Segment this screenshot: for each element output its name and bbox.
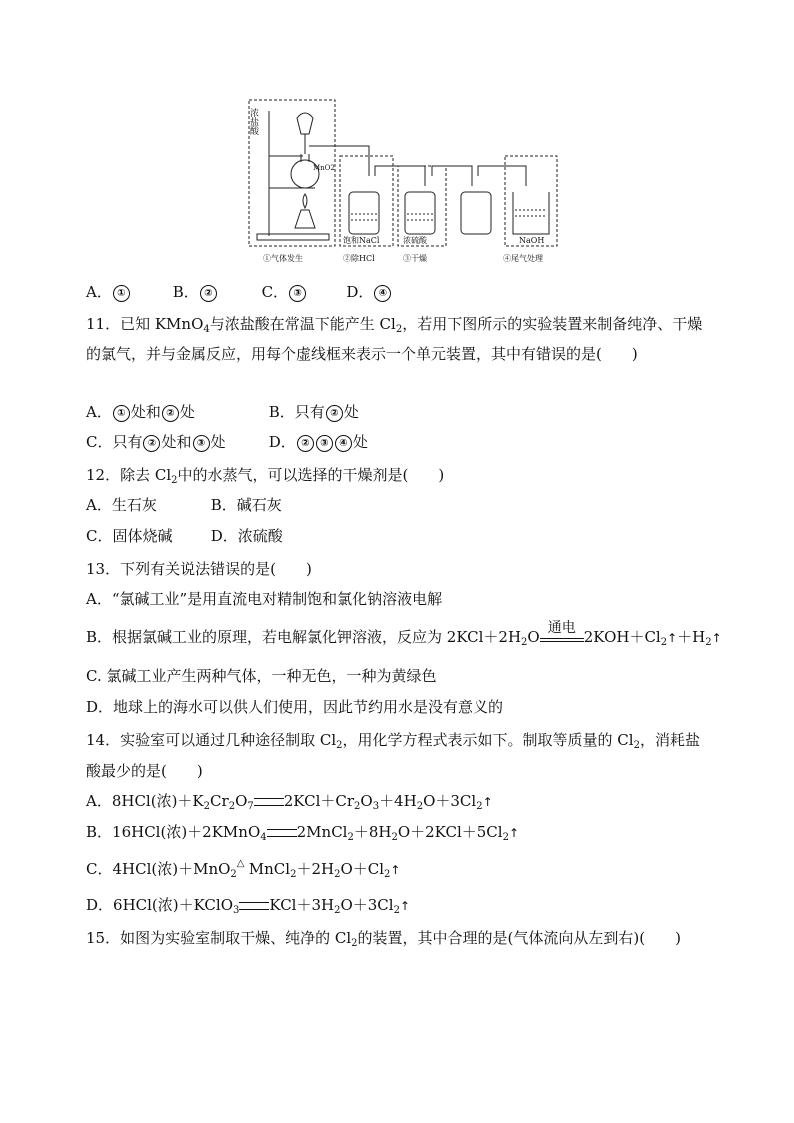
q12-option-a[interactable]: A．生石灰 — [86, 496, 157, 514]
q14-option-d[interactable]: D．6HCl(浓)＋KClO$_3$ $KCl+3H_2O+3Cl_2↑$ — [86, 896, 411, 916]
bottle-h2so4 — [405, 192, 435, 234]
q14-stem-line2: 酸最少的是( ) — [86, 762, 203, 780]
beaker-naoh — [513, 192, 549, 234]
label-acid: 浓盐酸 — [248, 108, 258, 135]
q10-option-b[interactable]: B． ② — [173, 282, 257, 302]
apparatus-diagram — [245, 96, 565, 268]
q13-stem: 13．下列有关说法错误的是( ) — [86, 560, 312, 578]
label-nacl: 饱和NaCl — [343, 236, 380, 245]
bottle-empty — [461, 192, 491, 234]
unit-box-1 — [249, 100, 335, 246]
q13-option-a[interactable]: A．“氯碱工业”是用直流电对精制饱和氯化钠溶液电解 — [86, 590, 443, 608]
caption-4: ④尾气处理 — [503, 254, 543, 263]
q11-option-a[interactable]: A． ① 处和 ② 处 — [86, 403, 195, 421]
q11-options-row1 — [86, 402, 359, 422]
q12-option-d[interactable]: D．浓硫酸 — [210, 527, 283, 545]
q11-option-d[interactable]: D． ② ③ ④ 处 — [268, 433, 368, 451]
caption-1: ①气体发生 — [263, 254, 303, 263]
q10-options — [86, 282, 392, 302]
bottle-nacl — [349, 192, 379, 234]
q12-option-b[interactable]: B．碱石灰 — [210, 496, 282, 514]
caption-3: ③干燥 — [403, 254, 427, 263]
q12-options-row2 — [86, 526, 283, 546]
q10-option-c[interactable]: C． ③ — [262, 282, 342, 302]
q12-option-c[interactable]: C．固体烧碱 — [86, 527, 173, 545]
unit-box-2 — [340, 156, 393, 246]
electrolysis-sign: 通电 — [540, 631, 584, 645]
q11-option-c[interactable]: C．只有 ② 处和 ③ 处 — [86, 433, 226, 451]
q14-option-b[interactable]: B．16HCl(浓)＋2KMnO$_4$ $2MnCl_2+8H_2O+2KCl+5Cl_2↑$ — [86, 823, 520, 843]
q11-options-row2 — [86, 432, 368, 452]
q13-option-c[interactable]: C. 氯碱工业产生两种气体，一种无色，一种为黄绿色 — [86, 667, 437, 685]
q10-option-d[interactable]: D． ④ — [346, 282, 392, 302]
q14-option-a[interactable]: A．8HCl(浓)$+K_2Cr_2O_7$ $2KCl+Cr_2O_3+4H_2O+3Cl_2↑$ — [86, 792, 493, 812]
q13-option-b[interactable]: B．根据氯碱工业的原理，若电解氯化钾溶液，反应为 $2KCl+2H_2O$ 通电 $2KOH+Cl_2↑+H_2↑$ — [86, 620, 722, 648]
q11-option-b[interactable]: B．只有 ② 处 — [268, 403, 359, 421]
q11-stem-line2: 的氯气，并与金属反应，用每个虚线框来表示一个单元装置，其中有错误的是( ) — [86, 345, 638, 363]
q11-stem-line1: 11．已知 KMnO$_4$与浓盐酸在常温下能产生 $Cl_2$，若用下图所示的实验装置来制备纯净、干燥 — [86, 315, 703, 335]
caption-2: ②除HCl — [343, 254, 375, 263]
label-h2so4: 浓硫酸 — [403, 236, 427, 245]
q12-stem: 12．除去 $Cl_2$中的水蒸气，可以选择的干燥剂是( ) — [86, 466, 445, 486]
q14-stem-line1: 14．实验室可以通过几种途径制取 $Cl_2$，用化学方程式表示如下。制取等质量的 $Cl_2$，消耗盐 — [86, 731, 700, 751]
q14-option-c[interactable]: C．4HCl(浓)＋MnO$_2$ △ $MnCl_2+2H_2O+Cl_2↑$ — [86, 858, 401, 880]
q13-option-d[interactable]: D．地球上的海水可以供人们使用，因此节约用水是没有意义的 — [86, 698, 504, 716]
label-naoh: NaOH — [519, 236, 545, 245]
q15-stem: 15．如图为实验室制取干燥、纯净的 $Cl_2$的装置，其中合理的是(气体流向从左到右)( ) — [86, 929, 681, 949]
q10-option-a[interactable]: A． ① — [86, 282, 168, 302]
label-mno2: MnO2 — [313, 164, 335, 172]
q12-options-row1 — [86, 495, 282, 515]
